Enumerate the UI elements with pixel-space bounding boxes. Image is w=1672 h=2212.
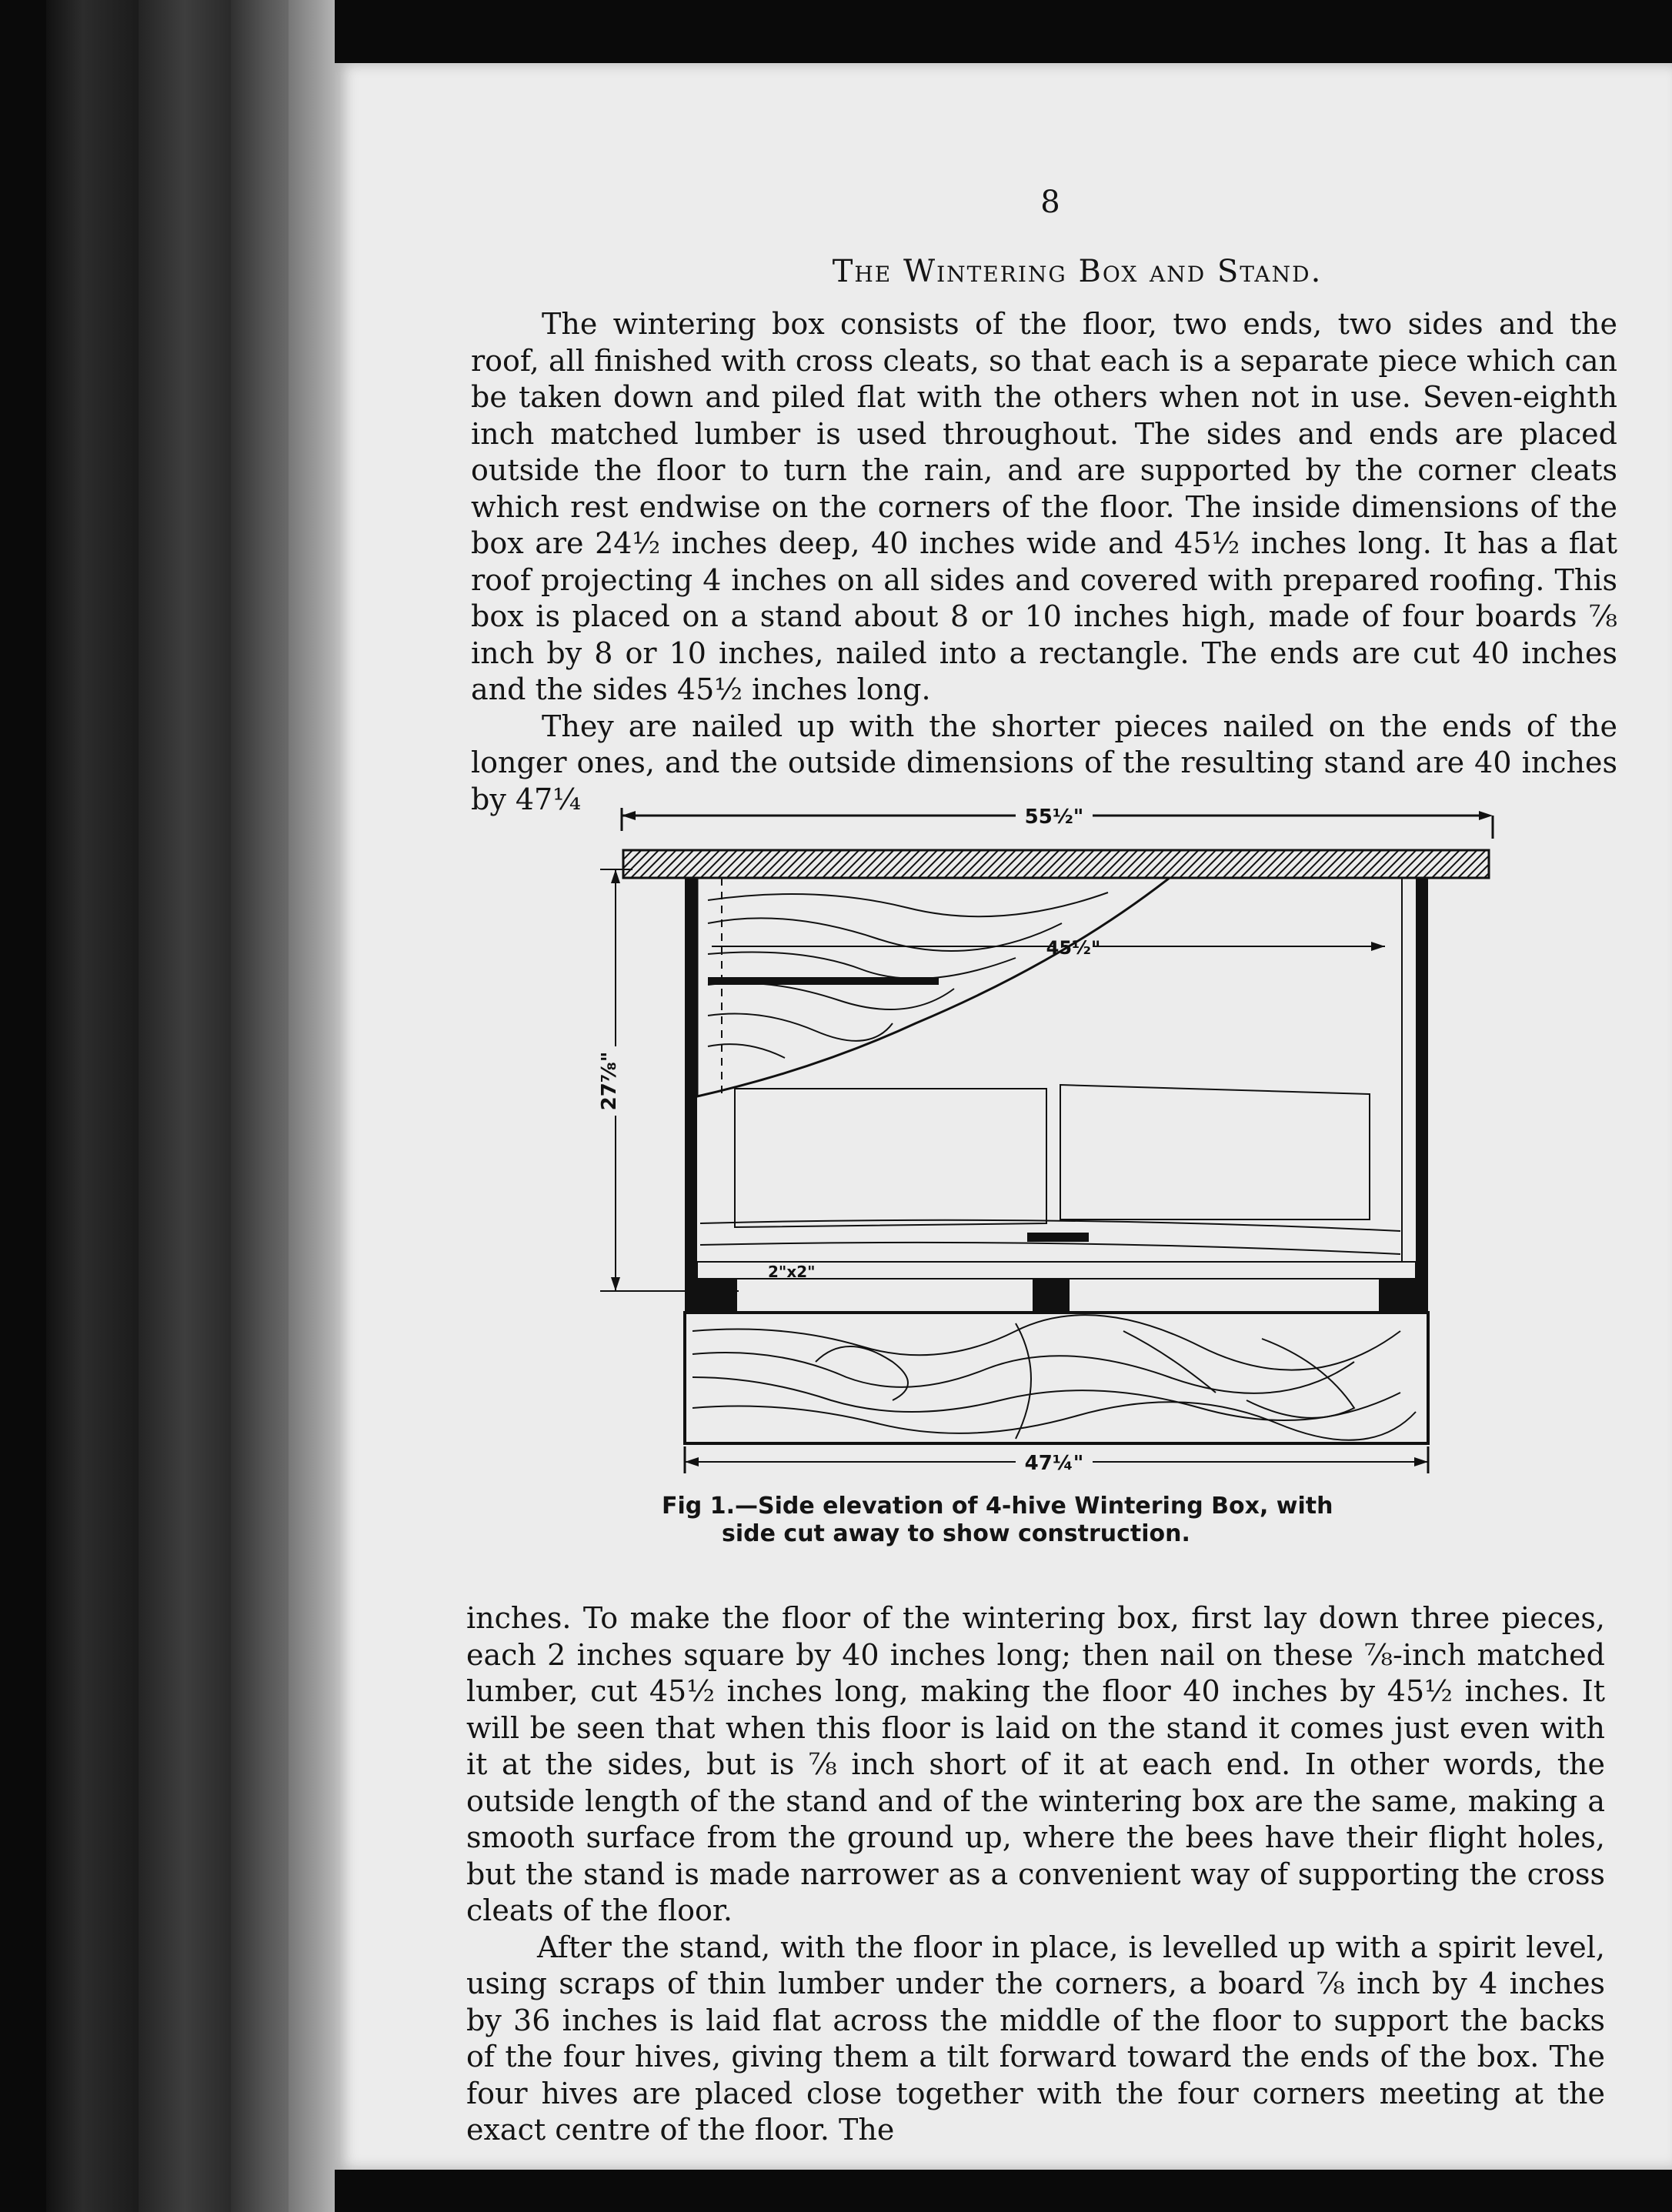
roof-board bbox=[623, 850, 1489, 878]
hive-right bbox=[1060, 1085, 1370, 1219]
paragraph-3: inches. To make the floor of the wintering box, first lay down three pieces, each 2 inches square by 40 inches long; then nail on these ⅞-inch matched lumber, cut 45½ inches long, making the floor 40 inches by 45½ inches. It will be seen that when this floor is laid on the stand it comes just even with it at the sides, but is ⅞ inch short of it at each end. In other words, the outside length of the stand and of the wintering box are the same, making a smooth surface from the ground up, where the bees have their flight holes, but the stand is made narrower as a convenient way of supporting the cross cleats of the floor. bbox=[466, 1601, 1605, 1927]
cleat-right bbox=[1379, 1279, 1416, 1313]
dimension-bottom-label: 47¼" bbox=[1024, 1452, 1084, 1475]
dimension-top-label: 55½" bbox=[1024, 806, 1084, 829]
book-spine-outer bbox=[46, 0, 138, 2212]
cleat-left bbox=[697, 1279, 737, 1313]
figure-caption-line-2: side cut away to show construction. bbox=[722, 1520, 1190, 1547]
page-number: 8 bbox=[1040, 185, 1060, 220]
support-board bbox=[1027, 1233, 1089, 1242]
cleat-middle bbox=[1033, 1279, 1070, 1313]
hive-left bbox=[735, 1089, 1046, 1227]
paragraph-1: The wintering box consists of the floor, two ends, two sides and the roof, all finished with cross cleats, so that each is a separate piece which can be taken down and piled flat with the others when not in use. Seven-eighth inch matched lumber is used throughout. The sides and ends are placed outside the floor to turn the rain, and are supported by the corner cleats which rest endwise on the corners of the floor. The inside dimensions of the box are 24½ inches deep, 40 inches wide and 45½ inches long. It has a flat roof projecting 4 inches on all sides and covered with prepared roofing. This box is placed on a stand about 8 or 10 inches high, made of four boards ⅞ inch by 8 or 10 inches, nailed into a rectangle. The ends are cut 40 inches and the sides 45½ inches long. bbox=[471, 307, 1617, 706]
dimension-inner-label: 45½" bbox=[1046, 937, 1101, 959]
text-block-top bbox=[471, 306, 1617, 818]
right-wall bbox=[1416, 878, 1428, 1343]
dimension-side-label: 27⅞" bbox=[598, 1051, 621, 1111]
wintering-box-figure bbox=[585, 792, 1508, 1485]
figure-caption bbox=[662, 1493, 1431, 1548]
text-block-bottom bbox=[466, 1600, 1605, 2149]
page-stack-edge bbox=[289, 0, 335, 2212]
left-wall bbox=[685, 878, 697, 1343]
paragraph-2: They are nailed up with the shorter pieces nailed on the ends of the longer ones, and the outside dimensions of the resulting stand are 40 inches by 47¼ bbox=[471, 709, 1617, 816]
figure-caption-line-1: Fig 1.—Side elevation of 4-hive Wintering Box, with bbox=[662, 1493, 1333, 1520]
book-spine-middle bbox=[138, 0, 231, 2212]
section-heading: The Wintering Box and Stand. bbox=[832, 254, 1323, 289]
dimension-cleat-label: 2"x2" bbox=[768, 1263, 816, 1281]
cutaway-side-grain bbox=[697, 878, 1170, 1096]
paragraph-4: After the stand, with the floor in place, is levelled up with a spirit level, using scraps of thin lumber under the corners, a board ⅞ inch by 4 inches by 36 inches is laid flat across the middle of the floor to support the backs of the four hives, giving them a tilt forward toward the ends of the box. The four hives are placed close together with the four corners meeting at the exact centre of the floor. The bbox=[466, 1930, 1605, 2147]
book-binding-edge bbox=[231, 0, 289, 2212]
